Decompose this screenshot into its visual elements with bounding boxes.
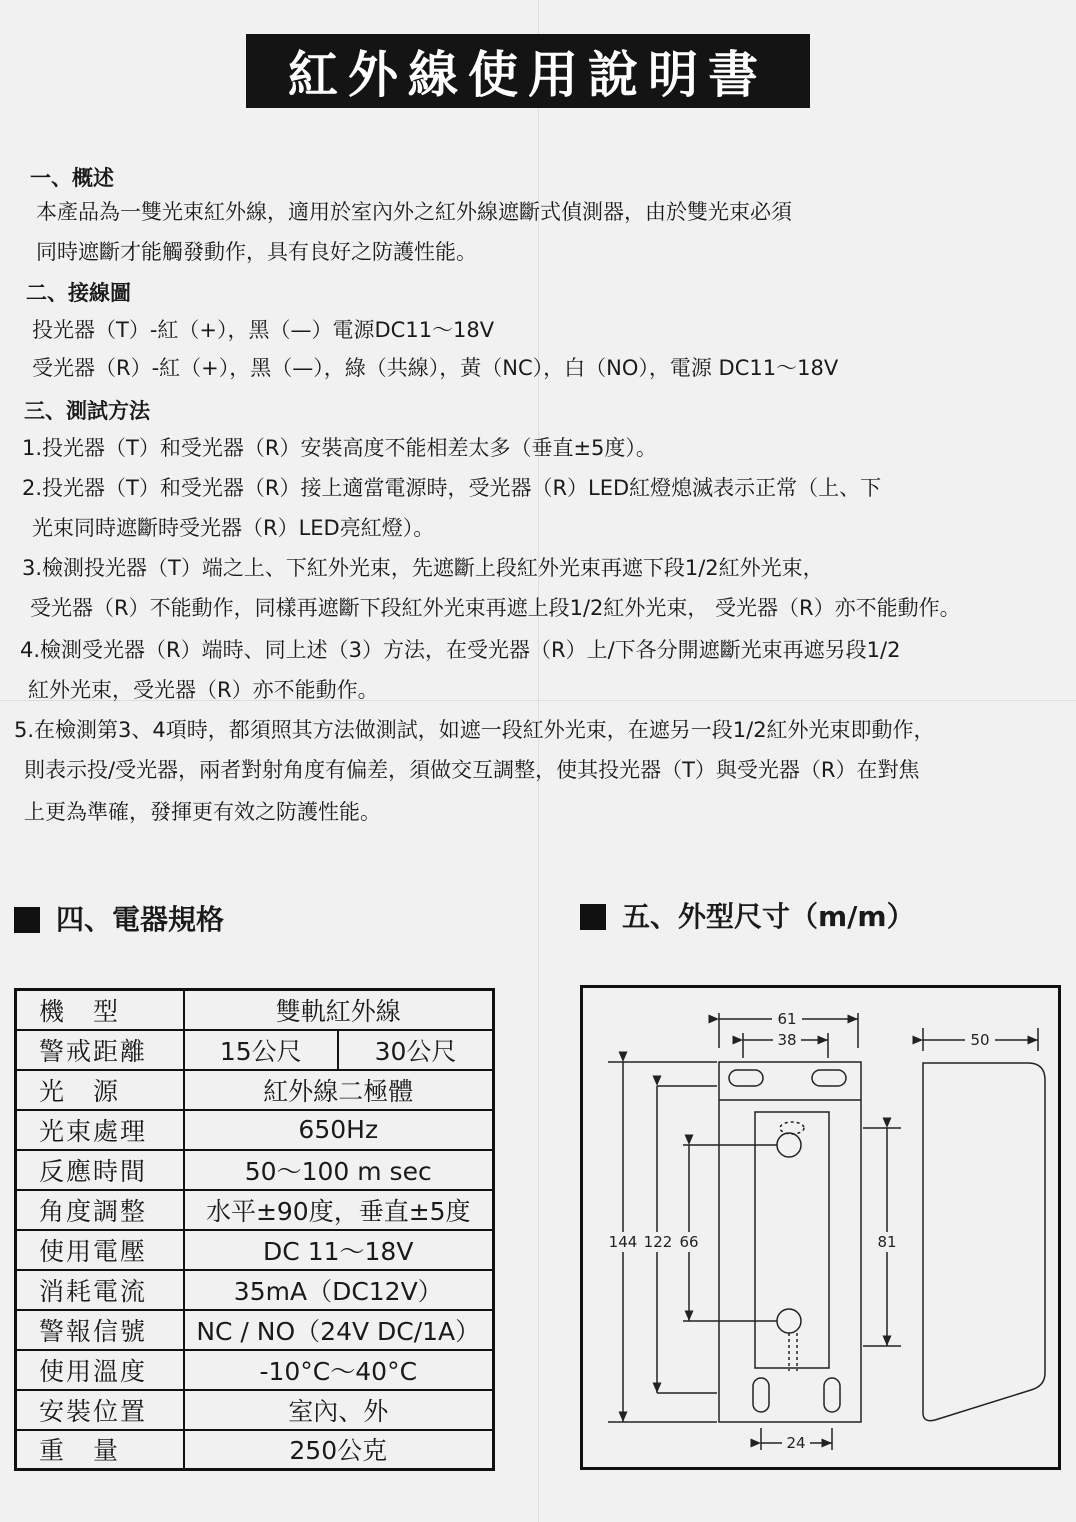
spec-value: 雙軌紅外線 — [184, 990, 494, 1030]
spec-label: 警戒距離 — [16, 1030, 184, 1070]
overview-line-1: 本產品為一雙光束紅外線，適用於室內外之紅外線遮斷式偵測器，由於雙光束必須 — [36, 200, 792, 224]
test-line-1: 1.投光器（T）和受光器（R）安裝高度不能相差太多（垂直±5度）。 — [22, 436, 657, 460]
dimension-drawing-svg — [583, 988, 1058, 1467]
spec-label: 安裝位置 — [16, 1390, 184, 1430]
square-bullet-icon — [14, 907, 40, 933]
spec-label: 角度調整 — [16, 1190, 184, 1230]
bottom-slot-left — [753, 1378, 769, 1412]
spec-value: NC / NO（24V DC/1A） — [184, 1310, 494, 1350]
dim-label-66: 66 — [679, 1233, 699, 1251]
spec-value: DC 11～18V — [184, 1230, 494, 1270]
page-title: 紅外線使用說明書 — [246, 34, 810, 108]
spec-label: 光 源 — [16, 1070, 184, 1110]
table-row — [16, 1310, 494, 1350]
top-slot-right — [812, 1070, 846, 1086]
spec-value: 50～100 m sec — [184, 1150, 494, 1190]
table-row — [16, 1430, 494, 1470]
top-slot-left — [729, 1070, 763, 1086]
spec-label: 光束處理 — [16, 1110, 184, 1150]
inner-panel — [755, 1112, 829, 1368]
table-row — [16, 990, 494, 1030]
table-row — [16, 1270, 494, 1310]
test-line-8: 5.在檢測第3、4項時，都須照其方法做測試，如遮一段紅外光束，在遮另一段1/2紅外光束即動作， — [14, 718, 935, 742]
spec-value: 室內、外 — [184, 1390, 494, 1430]
table-row — [16, 1350, 494, 1390]
side-view-outline — [923, 1063, 1045, 1421]
wiring-heading: 二、接線圖 — [26, 281, 131, 305]
spec-value: -10°C～40°C — [184, 1350, 494, 1390]
test-line-7: 紅外光束，受光器（R）亦不能動作。 — [28, 678, 379, 702]
table-row — [16, 1150, 494, 1190]
table-row — [16, 1070, 494, 1110]
spec-value: 水平±90度，垂直±5度 — [184, 1190, 494, 1230]
spec-label: 使用電壓 — [16, 1230, 184, 1270]
test-line-3: 光束同時遮斷時受光器（R）LED亮紅燈）。 — [32, 516, 435, 540]
wiring-line-transmitter: 投光器（T）-紅（+），黑（—）電源DC11～18V — [32, 318, 495, 342]
test-line-5: 受光器（R）不能動作，同樣再遮斷下段紅外光束再遮上段1/2紅外光束， 受光器（R）亦不能動作。 — [30, 596, 961, 620]
spec-value: 15公尺 — [184, 1030, 339, 1070]
dimensions-heading-text: 五、外型尺寸（m/m） — [622, 900, 915, 933]
wiring-line-receiver: 受光器（R）-紅（+），黑（—），綠（共線），黃（NC），白（NO），電源 DC11～18V — [32, 356, 839, 380]
test-line-9: 則表示投/受光器，兩者對射角度有偏差，須做交互調整，使其投光器（T）與受光器（R）在對焦 — [24, 758, 920, 782]
spec-value-alt: 30公尺 — [338, 1030, 493, 1070]
dim-label-61: 61 — [777, 1010, 797, 1028]
spec-label: 重 量 — [16, 1430, 184, 1470]
table-row — [16, 1390, 494, 1430]
table-row — [16, 1030, 494, 1070]
spec-label: 警報信號 — [16, 1310, 184, 1350]
spec-table — [14, 988, 495, 1471]
spec-value: 紅外線二極體 — [184, 1070, 494, 1110]
spec-value: 250公克 — [184, 1430, 494, 1470]
dim-label-144: 144 — [608, 1233, 638, 1251]
spec-heading-text: 四、電器規格 — [56, 903, 225, 936]
lower-hole — [777, 1309, 801, 1333]
dim-label-50: 50 — [970, 1031, 990, 1049]
spec-heading — [14, 900, 224, 940]
dim-label-122: 122 — [643, 1233, 673, 1251]
table-row — [16, 1190, 494, 1230]
dimension-drawing — [580, 985, 1061, 1470]
test-line-2: 2.投光器（T）和受光器（R）接上適當電源時，受光器（R）LED紅燈熄滅表示正常（上、下 — [22, 476, 882, 500]
test-line-6: 4.檢測受光器（R）端時、同上述（3）方法，在受光器（R）上/下各分開遮斷光束再遮另段1/2 — [20, 638, 901, 662]
table-row — [16, 1230, 494, 1270]
bottom-slot-right — [824, 1378, 840, 1412]
overview-line-2: 同時遮斷才能觸發動作，具有良好之防護性能。 — [36, 240, 477, 264]
spec-value: 35mA（DC12V） — [184, 1270, 494, 1310]
table-row — [16, 1110, 494, 1150]
dim-label-24: 24 — [786, 1434, 806, 1452]
dimensions-heading — [580, 897, 915, 937]
dim-label-81: 81 — [877, 1233, 897, 1251]
dim-label-38: 38 — [777, 1031, 797, 1049]
spec-label: 使用溫度 — [16, 1350, 184, 1390]
square-bullet-icon — [580, 904, 606, 930]
test-line-10: 上更為準確，發揮更有效之防護性能。 — [24, 800, 381, 824]
test-line-4: 3.檢測投光器（T）端之上、下紅外光束，先遮斷上段紅外光束再遮下段1/2紅外光束， — [22, 556, 824, 580]
spec-label: 消耗電流 — [16, 1270, 184, 1310]
overview-heading: 一、概述 — [30, 166, 114, 190]
upper-hole — [777, 1133, 801, 1157]
spec-label: 機 型 — [16, 990, 184, 1030]
spec-value: 650Hz — [184, 1110, 494, 1150]
spec-label: 反應時間 — [16, 1150, 184, 1190]
test-heading: 三、測試方法 — [24, 399, 150, 423]
